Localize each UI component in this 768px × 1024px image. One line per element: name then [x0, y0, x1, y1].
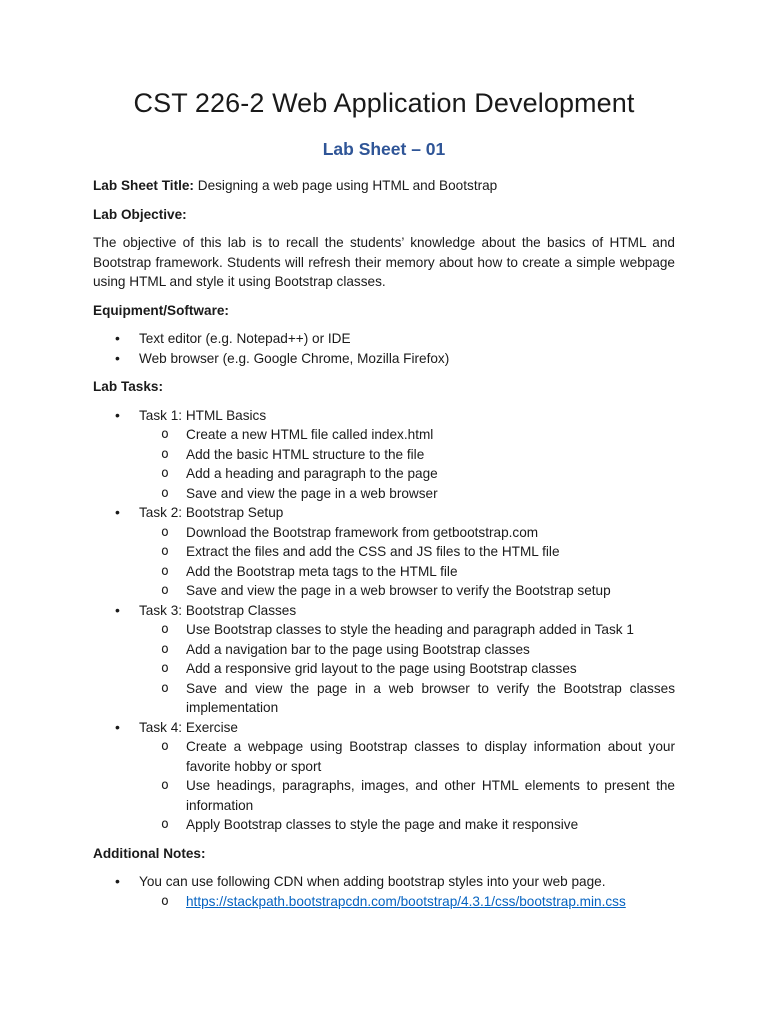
task-title: Task 1: HTML Basics	[139, 407, 267, 423]
objective-text: The objective of this lab is to recall the students’ knowledge about the basics of HTML and Bootstrap framework. Students will refresh their memory about how to create a simple webpage using HTML and style it using Bootstrap classes.	[93, 235, 675, 289]
list-item: • Text editor (e.g. Notepad++) or IDE	[93, 329, 675, 349]
document-title: CST 226-2 Web Application Development	[133, 88, 635, 118]
lab-sheet-subtitle: Lab Sheet – 01	[322, 139, 446, 159]
task-step: o Add a navigation bar to the page using Bootstrap classes	[139, 640, 675, 660]
task-step: o Create a new HTML file called index.html	[139, 425, 675, 445]
task-steps	[139, 425, 675, 503]
lab-title-value: Designing a web page using HTML and Bootstrap	[193, 178, 498, 193]
notes-text: You can use following CDN when adding bootstrap styles into your web page.	[139, 874, 606, 889]
task-item	[93, 718, 675, 835]
task-title: Task 2: Bootstrap Setup	[139, 505, 284, 520]
notes-list	[93, 872, 675, 911]
task-step: o Create a webpage using Bootstrap classes to display information about your favorite hobby or sport	[139, 737, 675, 776]
notes-heading: Additional Notes:	[93, 845, 206, 861]
task-item	[93, 406, 675, 504]
task-step: o Save and view the page in a web browser	[139, 484, 675, 504]
task-step: o Extract the files and add the CSS and JS files to the HTML file	[139, 542, 675, 562]
task-step: o Add a responsive grid layout to the page using Bootstrap classes	[139, 659, 675, 679]
objective-heading: Lab Objective:	[93, 206, 187, 222]
tasks-heading: Lab Tasks:	[93, 379, 164, 394]
task-step: o Download the Bootstrap framework from getbootstrap.com	[139, 523, 675, 543]
equipment-list	[93, 329, 675, 368]
list-item	[93, 872, 675, 911]
task-step: o Save and view the page in a web browser to verify the Bootstrap setup	[139, 581, 675, 601]
equipment-heading: Equipment/Software:	[93, 302, 229, 318]
task-step: o Apply Bootstrap classes to style the page and make it responsive	[139, 815, 675, 835]
notes-links	[139, 892, 675, 912]
task-step: o Add the Bootstrap meta tags to the HTML file	[139, 562, 675, 582]
task-steps	[139, 737, 675, 835]
task-item	[93, 601, 675, 718]
document-body	[93, 176, 675, 920]
task-step: o Use headings, paragraphs, images, and other HTML elements to present the information	[139, 776, 675, 815]
lab-title-line	[93, 176, 675, 196]
tasks-list	[93, 406, 675, 835]
task-title: Task 4: Exercise	[139, 719, 238, 735]
task-item	[93, 503, 675, 601]
task-steps	[139, 523, 675, 601]
list-item: • Web browser (e.g. Google Chrome, Mozilla Firefox)	[93, 349, 675, 369]
task-step: o Add the basic HTML structure to the file	[139, 445, 675, 465]
cdn-link-item	[139, 892, 675, 912]
task-title: Task 3: Bootstrap Classes	[139, 602, 297, 618]
cdn-link[interactable]: https://stackpath.bootstrapcdn.com/bootstrap/4.3.1/css/bootstrap.min.css	[186, 893, 626, 909]
task-step: o Save and view the page in a web browser to verify the Bootstrap classes implementation	[139, 679, 675, 718]
lab-title-label: Lab Sheet Title:	[93, 178, 194, 193]
task-steps	[139, 620, 675, 718]
task-step: o Use Bootstrap classes to style the heading and paragraph added in Task 1	[139, 620, 675, 640]
task-step: o Add a heading and paragraph to the page	[139, 464, 675, 484]
